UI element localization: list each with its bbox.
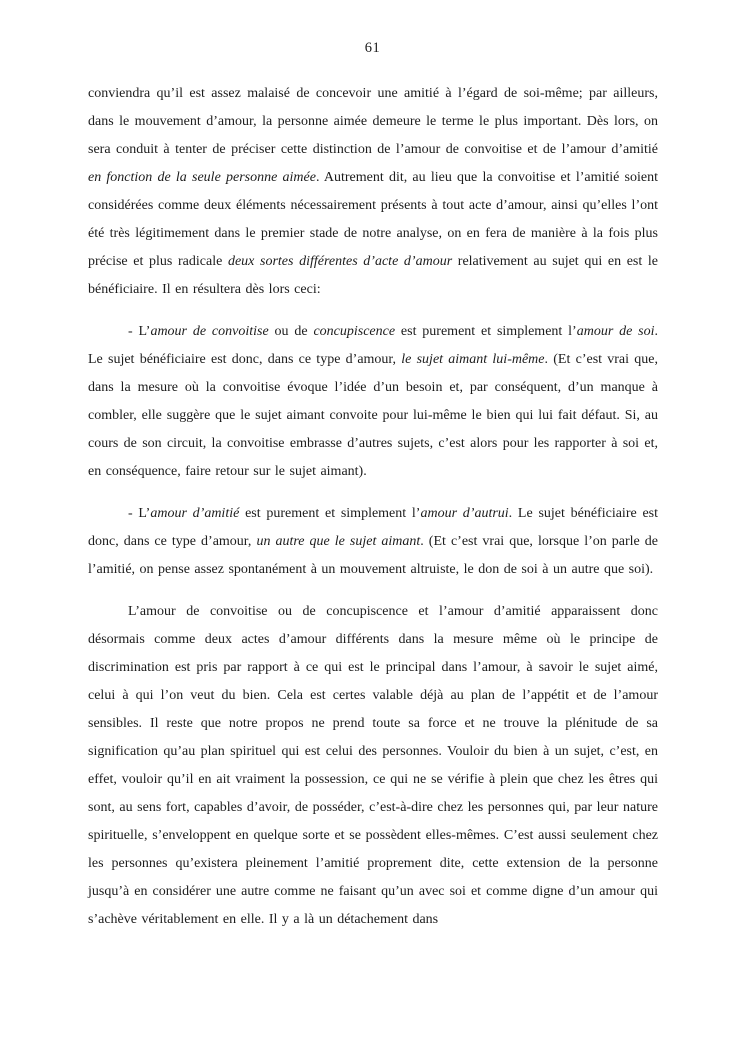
- text-segment: est purement et simplement l’: [395, 324, 577, 339]
- text-segment: . (Et c’est vrai que, lorsque l’on parle de l’amitié, on pense assez spontanément à un mouvement altruiste, le don de soi à un autre que soi).: [88, 534, 658, 577]
- text-segment: . Autrement dit, au lieu que la convoitise et l’amitié soient considérées comme deux éléments nécessairement présents à tout acte d’amour, ainsi qu’elles l’ont été très légitimement dans le premier stade de notre analyse, on en fera de manière à la fois plus précise et plus radicale: [88, 170, 658, 269]
- text-segment: - L’: [128, 506, 151, 521]
- italic-text-segment: amour de soi: [576, 324, 655, 339]
- italic-text-segment: amour d’amitié: [150, 506, 240, 521]
- italic-text-segment: amour d’autrui: [420, 506, 509, 521]
- text-segment: L’amour de convoitise ou de concupiscence et l’amour d’amitié apparaissent donc désormais comme deux actes d’amour différents dans la mesure même où le principe de discrimination est pris par rapport à ce qui est le principal dans l’amour, à savoir le sujet aimé, celui à qui l’on veut du bien. Cela est certes valable déjà au plan de l’appétit et de l’amour sensibles. Il reste que notre propos ne prend toute sa force et ne trouve la plénitude de sa signification qu’au plan spirituel qui est celui des personnes. Vouloir du bien à un sujet, c’est, en effet, vouloir qu’il en ait vraiment la possession, ce qui ne se vérifie à plein que chez les êtres qui sont, au sens fort, capables d’avoir, de posséder, c’est-à-dire chez les personnes qui, par leur nature spirituelle, s’enveloppent en quelque sorte et se possèdent elles-mêmes. C’est aussi seulement chez les personnes qu’existera pleinement l’amitié proprement dite, cette extension de la personne jusqu’à en considérer une autre comme ne faisant qu’un avec soi et comme digne d’un amour qui s’achève véritablement en elle. Il y a là un détachement dans: [88, 604, 658, 927]
- text-segment: conviendra qu’il est assez malaisé de concevoir une amitié à l’égard de soi-même; par ailleurs, dans le mouvement d’amour, la personne aimée demeure le terme le plus important. Dès lors, on sera conduit à tenter de préciser cette distinction de l’amour de convoitise et de l’amour d’amitié: [88, 86, 658, 157]
- paragraph: [88, 80, 658, 304]
- text-segment: . Le sujet bénéficiaire est donc, dans ce type d’amour,: [88, 324, 659, 367]
- italic-text-segment: un autre que le sujet aimant: [256, 534, 421, 549]
- text-segment: ou de: [268, 324, 314, 339]
- text-segment: . Le sujet bénéficiaire est donc, dans ce type d’amour,: [88, 506, 658, 549]
- italic-text-segment: amour de convoitise: [150, 324, 269, 339]
- text-segment: relativement au sujet qui en est le bénéficiaire. Il en résultera dès lors ceci:: [88, 254, 658, 297]
- italic-text-segment: deux sortes différentes d’acte d’amour: [227, 254, 453, 269]
- italic-text-segment: en fonction de la seule personne aimée: [88, 170, 316, 185]
- text-segment: est purement et simplement l’: [239, 506, 421, 521]
- page-number: 61: [364, 40, 381, 56]
- paragraph: [88, 598, 658, 934]
- paragraph: [88, 318, 658, 486]
- italic-text-segment: le sujet aimant lui-même: [401, 352, 545, 367]
- italic-text-segment: concupiscence: [313, 324, 396, 339]
- paragraph: [88, 500, 658, 584]
- page-body: [88, 80, 658, 948]
- text-segment: - L’: [128, 324, 151, 339]
- text-segment: . (Et c’est vrai que, dans la mesure où la convoitise évoque l’idée d’un besoin et, par conséquent, d’un manque à combler, elle suggère que le sujet aimant convoite pour lui-même le bien qui lui fait défaut. Si, au cours de son circuit, la convoitise embrasse d’autres sujets, c’est alors pour les rapporter à soi et, en conséquence, faire retour sur le sujet aimant).: [88, 352, 658, 479]
